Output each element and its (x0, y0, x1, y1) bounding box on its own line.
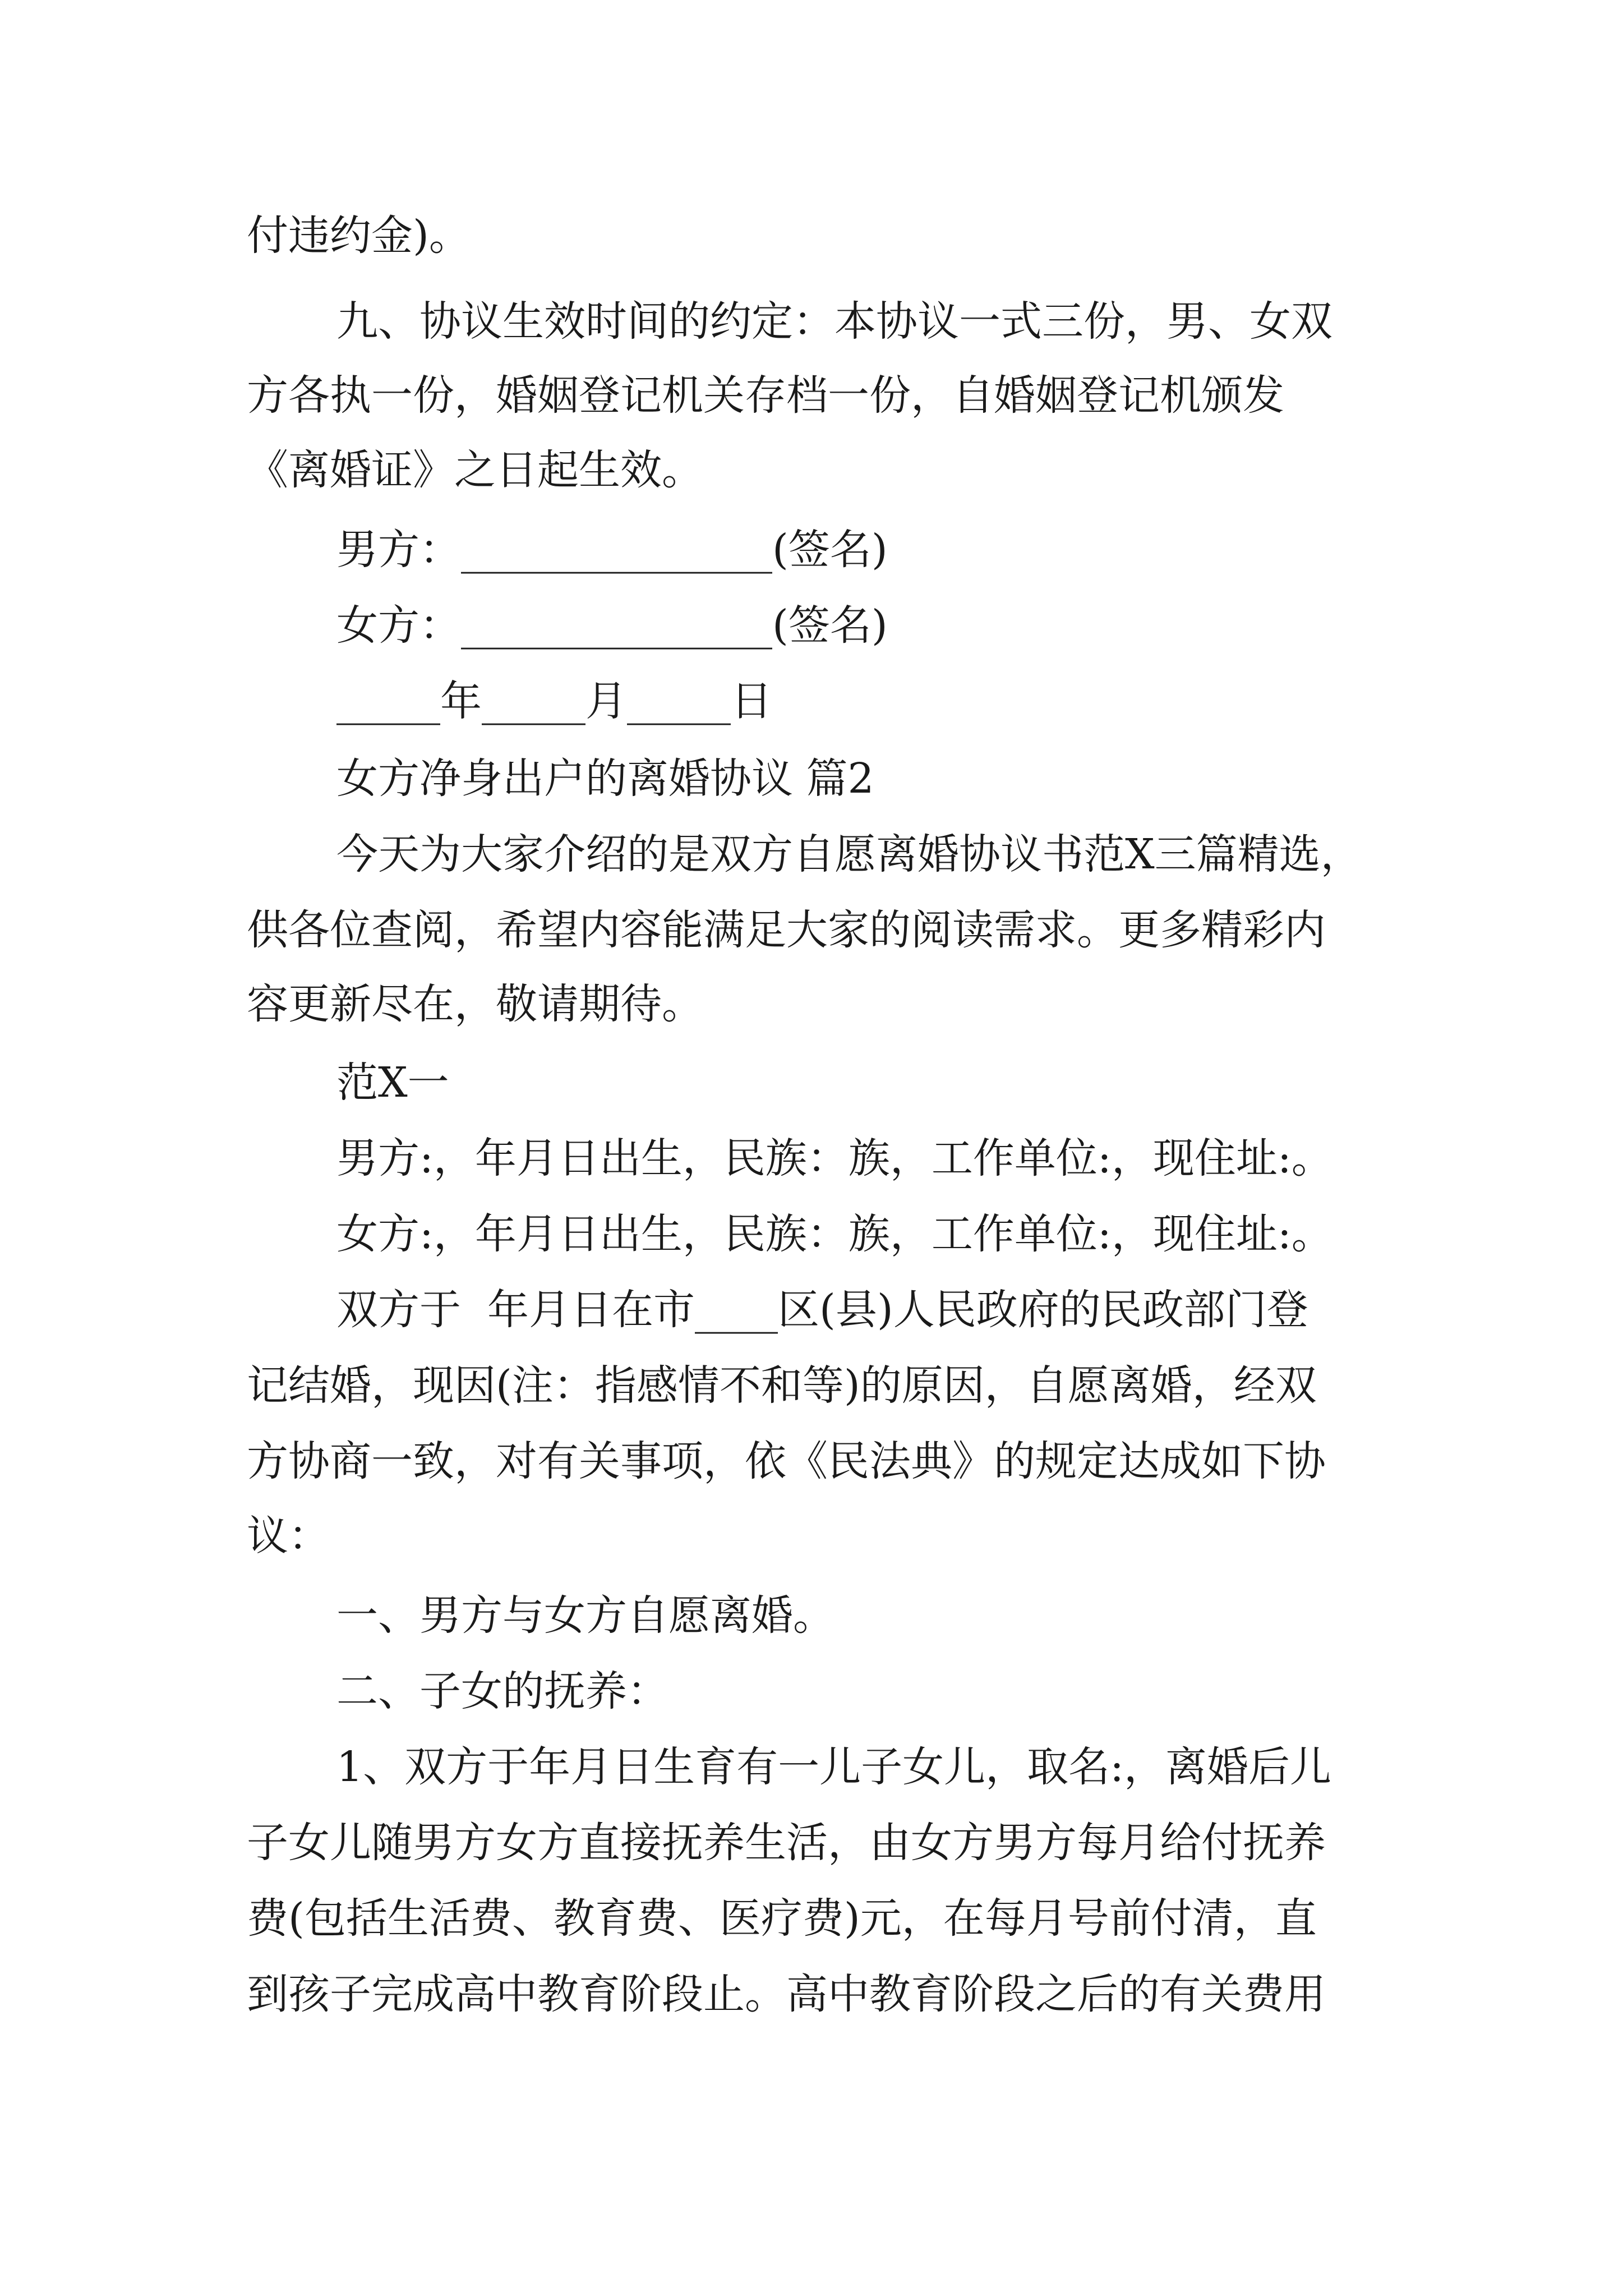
text-line: 男方:，年月日出生，民族：族，工作单位:，现住址:。 (336, 1134, 1333, 1182)
text-line: 九、协议生效时间的约定：本协议一式三份，男、女双 (336, 297, 1332, 346)
subsection-heading: 范X一 (336, 1059, 449, 1107)
text-line: 子女儿随男方女方直接抚养生活，由女方男方每月给付抚养 (247, 1819, 1326, 1867)
text-line: 方各执一份，婚姻登记机关存档一份，自婚姻登记机颁发 (247, 371, 1284, 420)
text-line: 双方于 年月日在市____区(县)人民政府的民政部门登 (336, 1286, 1308, 1334)
signature-line-male: 男方：_______________(签名) (336, 526, 888, 574)
section-heading: 女方净身出户的离婚协议 篇2 (336, 754, 874, 803)
text-line: 容更新尽在，敬请期待。 (247, 980, 703, 1028)
signature-line-female: 女方：_______________(签名) (336, 601, 888, 650)
text-line: 方协商一致，对有关事项，依《民法典》的规定达成如下协 (247, 1437, 1326, 1485)
text-line: 二、子女的抚养： (336, 1667, 668, 1715)
text-line: 议： (247, 1512, 330, 1560)
text-line: 1、双方于年月日生育有一儿子女儿，取名:，离婚后儿 (336, 1743, 1332, 1791)
text-line: 一、男方与女方自愿离婚。 (336, 1591, 834, 1640)
text-line: 费(包括生活费、教育费、医疗费)元，在每月号前付清，直 (247, 1894, 1317, 1943)
text-line: 《离婚证》之日起生效。 (247, 446, 703, 494)
text-line: 记结婚，现因(注：指感情不和等)的原因，自愿离婚，经双 (247, 1361, 1317, 1410)
text-line: 供各位查阅，希望内容能满足大家的阅读需求。更多精彩内 (247, 906, 1326, 954)
text-line: 女方:，年月日出生，民族：族，工作单位:，现住址:。 (336, 1210, 1333, 1258)
text-line: 付违约金)。 (247, 211, 471, 260)
text-line: 今天为大家介绍的是双方自愿离婚协议书范X三篇精选， (336, 830, 1362, 878)
date-line: _____年_____月_____日 (336, 677, 772, 725)
text-line: 到孩子完成高中教育阶段止。高中教育阶段之后的有关费用 (247, 1970, 1326, 2018)
